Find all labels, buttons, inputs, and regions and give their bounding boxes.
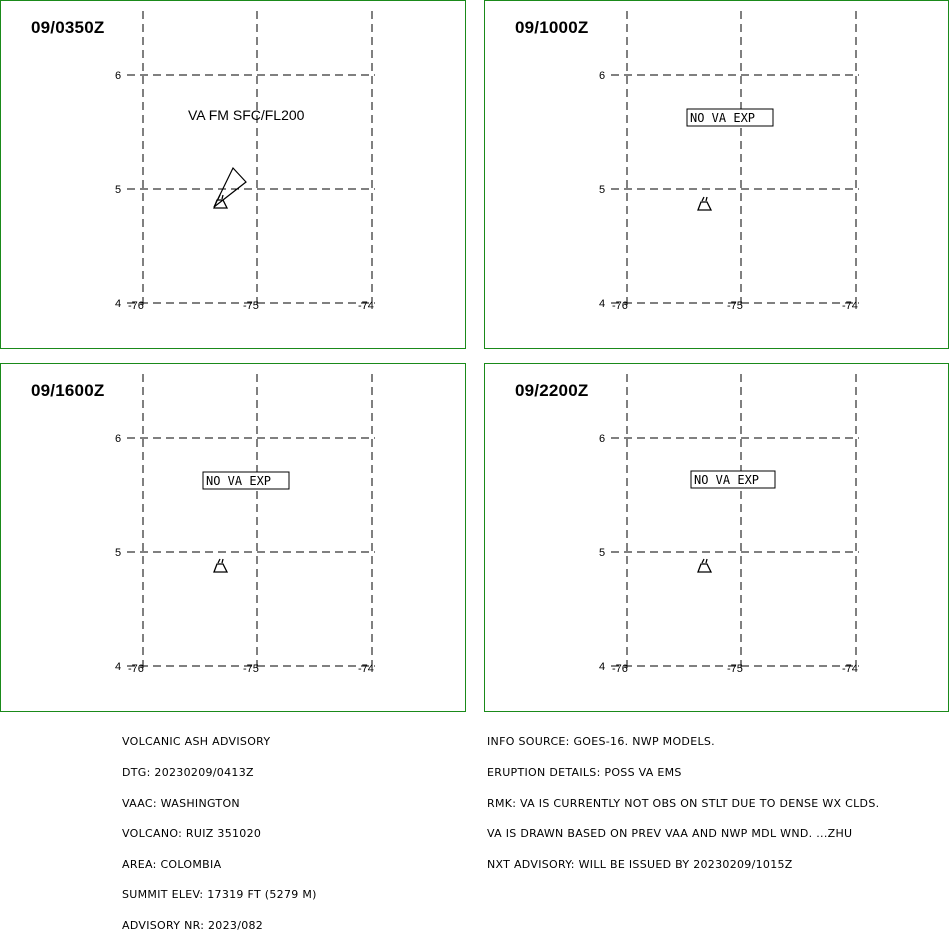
lat-label-5: 5 — [115, 547, 122, 559]
lat-label-4: 4 — [115, 298, 122, 310]
lon-label-75: -75 — [727, 300, 743, 312]
panel-time-label: 09/2200Z — [515, 381, 589, 400]
va-status-label: VA FM SFC/FL200 — [188, 107, 305, 123]
panel-time-label: 09/1600Z — [31, 381, 105, 400]
grid-lines — [611, 374, 859, 669]
ash-cloud-polygon — [214, 168, 246, 207]
advisory-line: INFO SOURCE: GOES-16. NWP MODELS. — [487, 735, 715, 749]
advisory-line: NXT ADVISORY: WILL BE ISSUED BY 20230209/1015Z — [487, 857, 793, 871]
advisory-info-left — [122, 717, 317, 941]
lon-label-74: -74 — [358, 300, 374, 312]
panel-map-graphic — [485, 1, 949, 349]
advisory-info-right — [487, 717, 879, 880]
panel-time-label: 09/1000Z — [515, 18, 589, 37]
lon-label-74: -74 — [358, 663, 374, 675]
map-panel-2200z — [484, 363, 949, 712]
advisory-line: SUMMIT ELEV: 17319 FT (5279 M) — [122, 888, 317, 902]
grid-lines — [611, 11, 859, 306]
map-panel-1000z — [484, 0, 949, 349]
lat-label-4: 4 — [599, 298, 606, 310]
lat-label-4: 4 — [115, 661, 122, 673]
lon-label-76: -76 — [128, 663, 144, 675]
advisory-line: VAAC: WASHINGTON — [122, 796, 240, 810]
lat-label-5: 5 — [599, 547, 606, 559]
lon-label-75: -75 — [243, 300, 259, 312]
va-status-label: NO VA EXP — [690, 111, 756, 125]
lat-label-6: 6 — [115, 70, 122, 82]
grid-lines — [127, 11, 375, 306]
lon-label-74: -74 — [842, 663, 858, 675]
lat-label-6: 6 — [115, 433, 122, 445]
advisory-line: ADVISORY NR: 2023/082 — [122, 918, 264, 932]
panel-time-label: 09/0350Z — [31, 18, 105, 37]
panel-map-graphic — [1, 364, 466, 712]
volcano-icon — [698, 197, 711, 210]
advisory-line: VOLCANO: RUIZ 351020 — [122, 827, 262, 841]
lon-label-74: -74 — [842, 300, 858, 312]
lat-label-6: 6 — [599, 70, 606, 82]
advisory-line: ERUPTION DETAILS: POSS VA EMS — [487, 766, 682, 779]
advisory-line: DTG: 20230209/0413Z — [122, 766, 254, 779]
va-status-label: NO VA EXP — [694, 473, 760, 487]
lat-label-5: 5 — [599, 184, 606, 196]
lon-label-75: -75 — [727, 663, 743, 675]
advisory-line: VA IS DRAWN BASED ON PREV VAA AND NWP MDL WND. ...ZHU — [487, 827, 853, 841]
lon-label-75: -75 — [243, 663, 259, 675]
lon-label-76: -76 — [128, 300, 144, 312]
panel-map-graphic — [1, 1, 466, 349]
lat-label-6: 6 — [599, 433, 606, 445]
map-panel-1600z — [0, 363, 466, 712]
panel-map-graphic — [485, 364, 949, 712]
volcano-icon — [214, 559, 227, 572]
va-status-label: NO VA EXP — [206, 474, 272, 488]
lon-label-76: -76 — [612, 663, 628, 675]
advisory-line: AREA: COLOMBIA — [122, 857, 222, 871]
lat-label-5: 5 — [115, 184, 122, 196]
lon-label-76: -76 — [612, 300, 628, 312]
volcano-icon — [698, 559, 711, 572]
advisory-line: RMK: VA IS CURRENTLY NOT OBS ON STLT DUE TO DENSE WX CLDS. — [487, 796, 880, 810]
lat-label-4: 4 — [599, 661, 606, 673]
map-panel-0350z — [0, 0, 466, 349]
grid-lines — [127, 374, 375, 669]
advisory-line: VOLCANIC ASH ADVISORY — [122, 735, 271, 749]
